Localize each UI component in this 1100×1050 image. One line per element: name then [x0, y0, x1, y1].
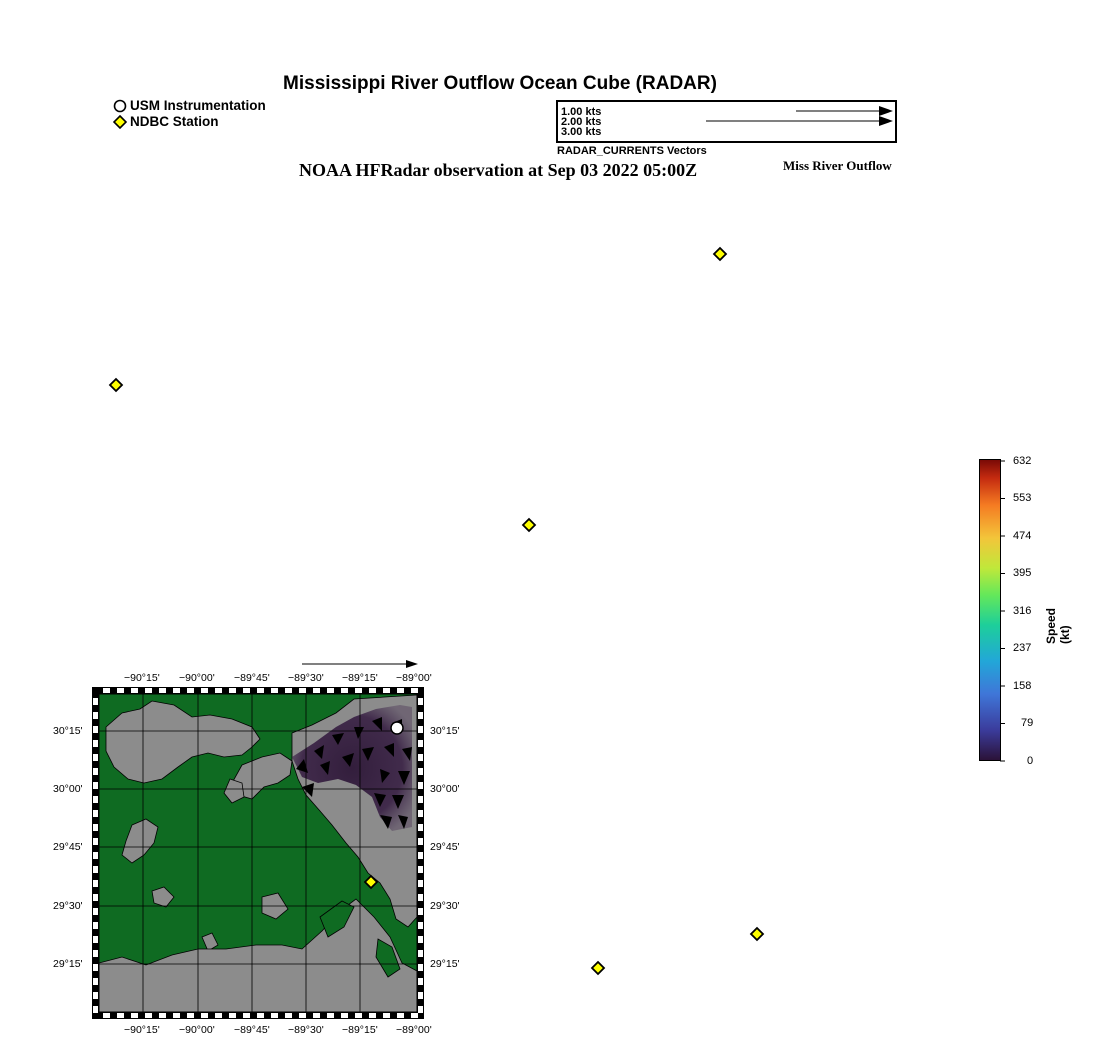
observation-subtitle: NOAA HFRadar observation at Sep 03 2022 05:00Z: [299, 160, 698, 180]
ndbc-station-marker: [110, 379, 122, 391]
legend-usm-label: USM Instrumentation: [130, 98, 266, 113]
colorbar-tick-label: 395: [1013, 567, 1032, 579]
lat-label-left: 29°30': [53, 900, 83, 912]
lon-label-bottom: −89°30': [288, 1024, 324, 1036]
colorbar-tick-label: 237: [1013, 642, 1032, 654]
lon-label-top: −89°00': [396, 672, 432, 684]
lat-label-left: 29°15': [53, 958, 83, 970]
vector-legend-caption: RADAR_CURRENTS Vectors: [557, 145, 707, 157]
colorbar-tick-label: 316: [1013, 605, 1032, 617]
colorbar-tick-label: 474: [1013, 530, 1032, 542]
lat-label-right: 30°00': [430, 783, 460, 795]
lon-label-bottom: −90°00': [179, 1024, 215, 1036]
colorbar-tick-label: 632: [1013, 455, 1032, 467]
lat-label-right: 29°30': [430, 900, 460, 912]
colorbar-title: Speed (kt): [1044, 607, 1072, 644]
ndbc-station-marker: [523, 519, 535, 531]
lat-label-left: 30°15': [53, 725, 83, 737]
lon-label-bottom: −89°15': [342, 1024, 378, 1036]
lat-label-right: 30°15': [430, 725, 460, 737]
lon-label-bottom: −89°45': [234, 1024, 270, 1036]
lon-label-top: −89°15': [342, 672, 378, 684]
speed-colorbar: [979, 459, 1001, 761]
lon-label-top: −89°30': [288, 672, 324, 684]
region-label: Miss River Outflow: [783, 158, 892, 173]
vector-label-3: 3.00 kts: [561, 126, 602, 138]
lon-label-top: −90°15': [124, 672, 160, 684]
lon-label-top: −89°45': [234, 672, 270, 684]
colorbar-tick-label: 553: [1013, 492, 1032, 504]
ndbc-station-marker: [714, 248, 726, 260]
lat-label-left: 30°00': [53, 783, 83, 795]
lat-label-right: 29°45': [430, 841, 460, 853]
vector-label-1: 1.00 kts: [561, 106, 602, 118]
lon-label-top: −90°00': [179, 672, 215, 684]
lat-label-right: 29°15': [430, 958, 460, 970]
ndbc-station-marker: [751, 928, 763, 940]
legend-ndbc-label: NDBC Station: [130, 114, 219, 129]
usm-instrument-marker: [391, 722, 403, 734]
colorbar-tick-label: 0: [1027, 755, 1034, 767]
page-title: Mississippi River Outflow Ocean Cube (RADAR): [283, 73, 717, 94]
region-map: [92, 687, 424, 1019]
vector-label-2: 2.00 kts: [561, 116, 602, 128]
map-reference-arrow: [300, 657, 422, 671]
colorbar-tick-label: 158: [1013, 680, 1032, 692]
lon-label-bottom: −90°15': [124, 1024, 160, 1036]
lat-label-left: 29°45': [53, 841, 83, 853]
ndbc-station-marker: [592, 962, 604, 974]
lon-label-bottom: −89°00': [396, 1024, 432, 1036]
colorbar-tick-label: 79: [1021, 717, 1034, 729]
